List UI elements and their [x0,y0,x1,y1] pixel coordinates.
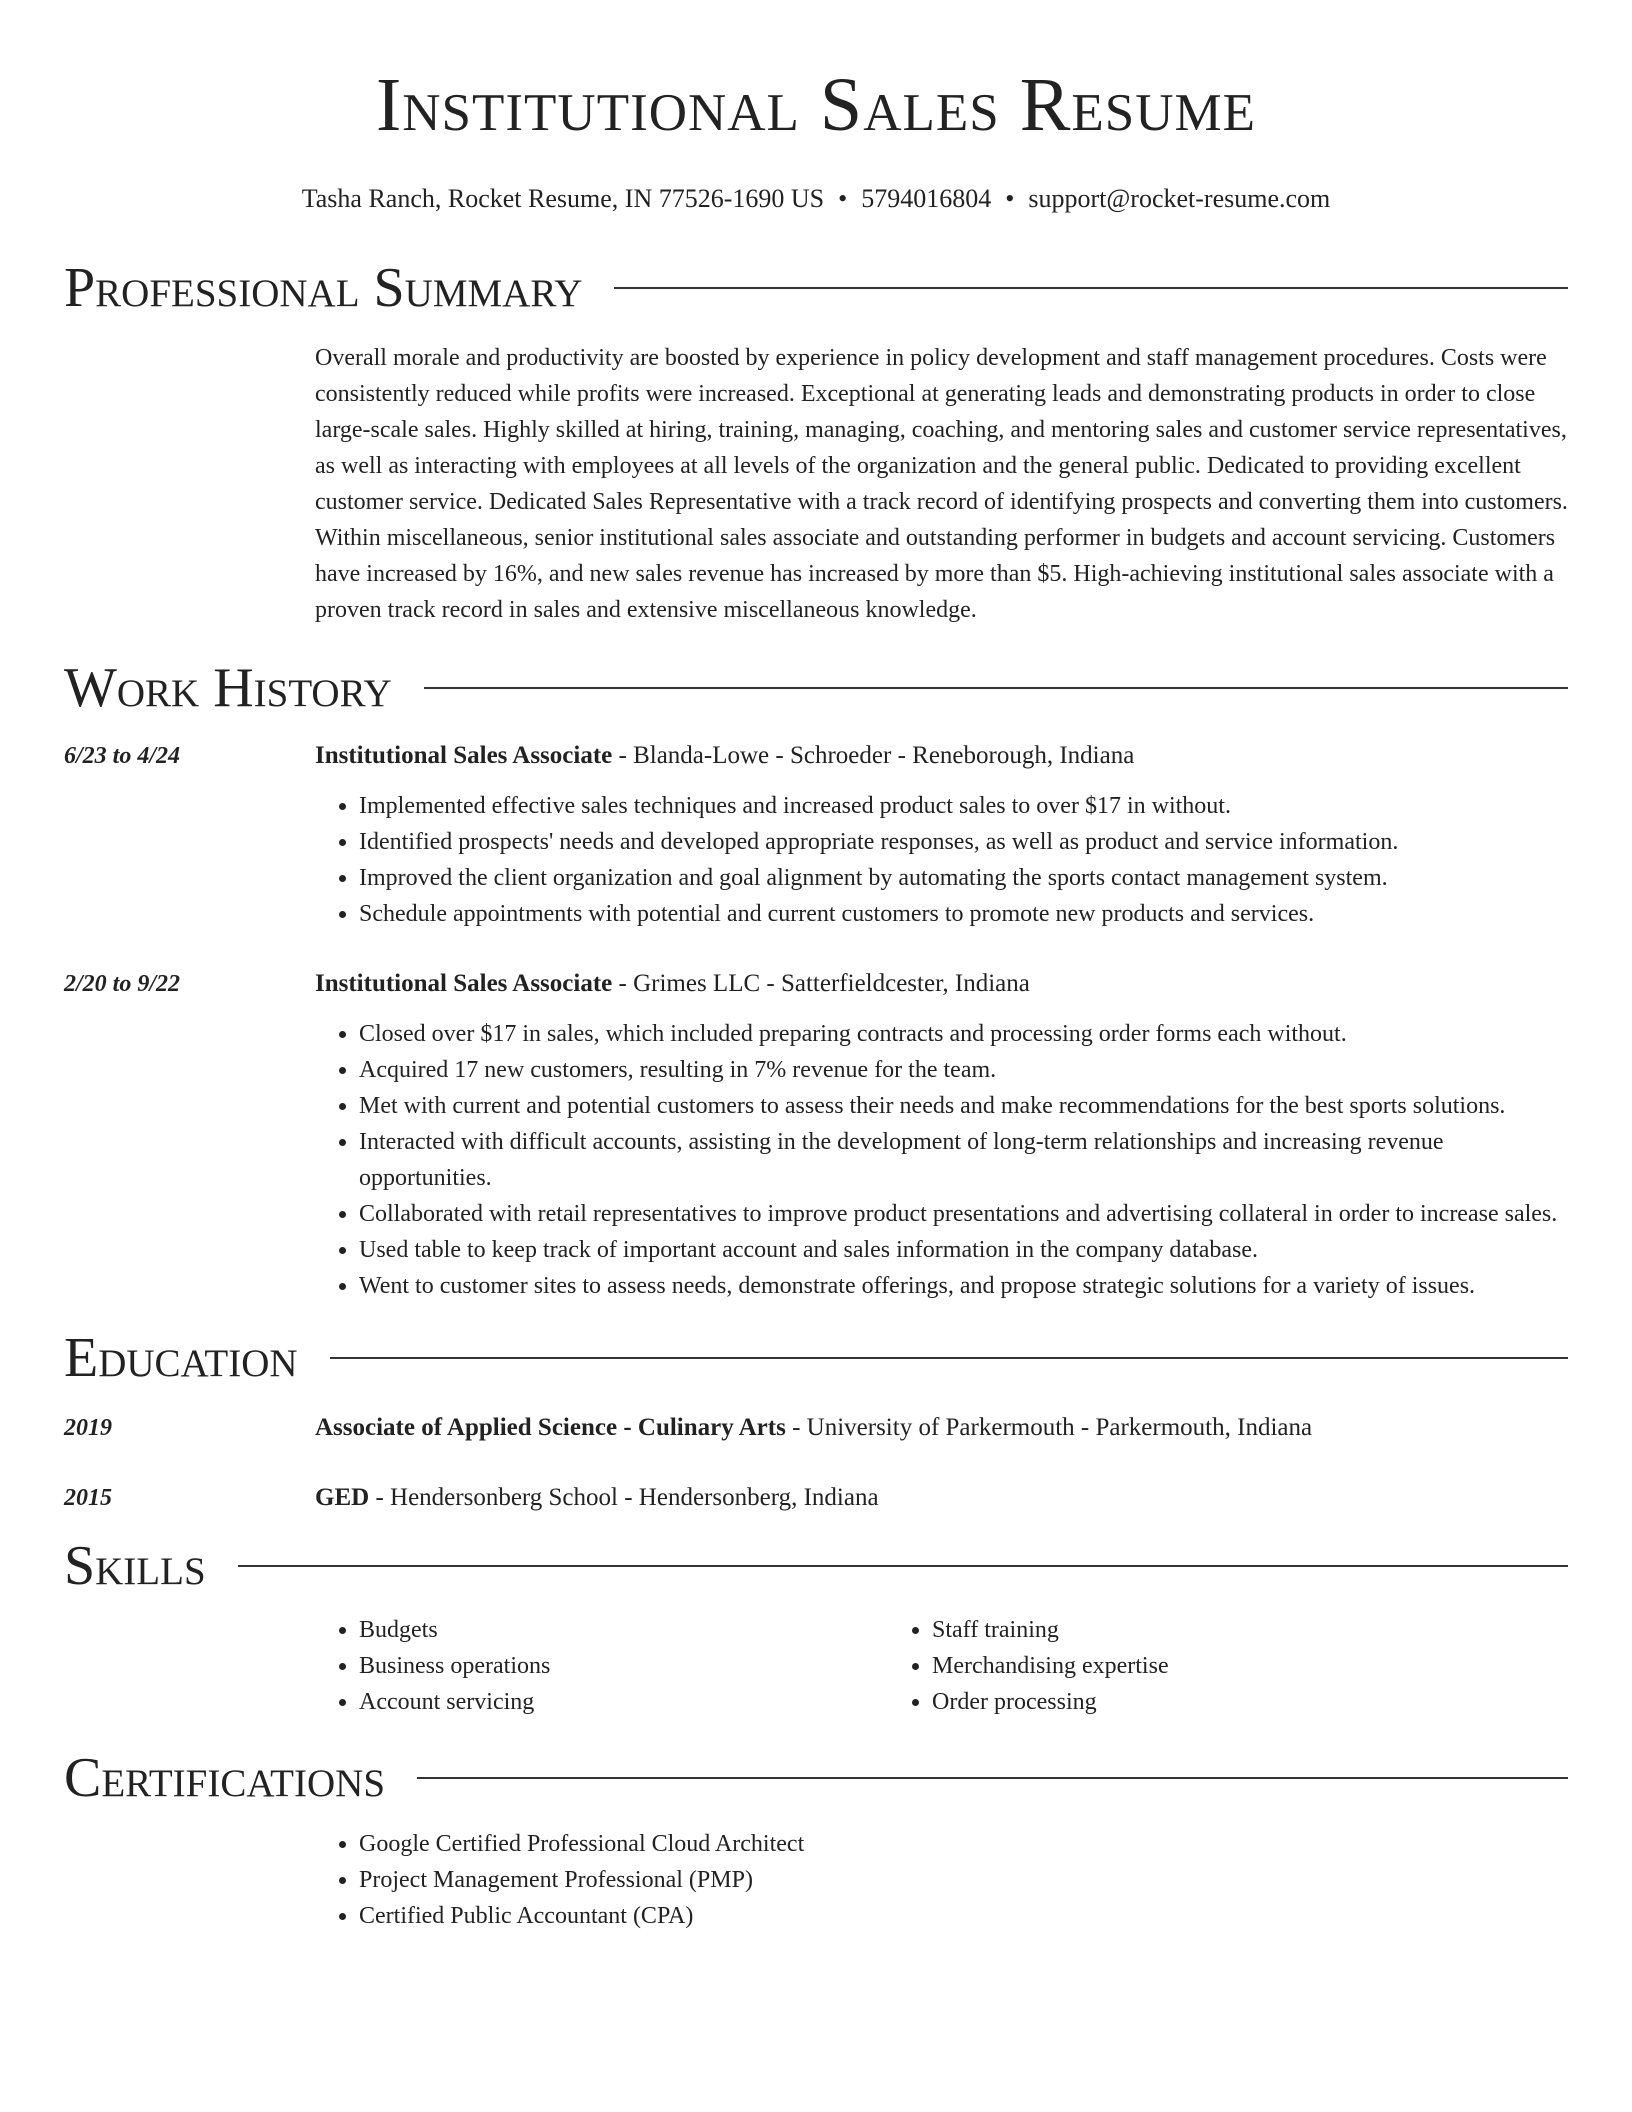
education-degree: GED [315,1484,370,1511]
section-divider [417,1777,1568,1779]
skills-list [315,1612,1568,1720]
certifications-list [315,1826,1568,1934]
job-bullets [315,788,1568,932]
certification-item: • Google Certified Professional Cloud Architect [359,1826,1568,1862]
education-year: 2015 [64,1485,112,1511]
skills-column-left [315,1612,888,1720]
job-bullet: • Collaborated with retail representatives to improve product presentations and advertising collateral in order to increase sales. [359,1196,1568,1232]
summary-text: Overall morale and productivity are boosted by experience in policy development and staff management procedures. Costs were consistently reduced while profits were increased. Exceptional at generating leads and demonstrating products in order to close large-scale sales. Highly skilled at hiring, training, managing, coaching, and mentoring sales and customer service representatives, as well as interacting with employees at all levels of the organization and the general public. Dedicated to providing excellent customer service. Dedicated Sales Representative with a track record of identifying prospects and converting them into customers. Within miscellaneous, senior institutional sales associate and outstanding performer in budgets and account servicing. Customers have increased by 16%, and new sales revenue has increased by more than $5. High-achieving institutional sales associate with a proven track record in sales and extensive miscellaneous knowledge. [315,345,1568,623]
job-dates: 6/23 to 4/24 [64,743,181,769]
work-heading: Work History [64,657,392,719]
resume-title: Institutional Sales Resume [375,63,1257,147]
education-details: - Hendersonberg School - Hendersonberg, Indiana [369,1484,879,1511]
section-divider [330,1357,1568,1359]
contact-phone: 5794016804 [861,184,992,213]
job-bullet: • Implemented effective sales techniques and increased product sales to over $17 in without. [359,788,1568,824]
job-dates: 2/20 to 9/22 [64,971,181,997]
job-bullet: • Went to customer sites to assess needs, demonstrate offerings, and propose strategic solutions for a variety of issues. [359,1268,1568,1304]
summary-section-header [64,256,1568,320]
work-section-header [64,656,1568,720]
education-line [315,1410,1568,1446]
certifications-heading: Certifications [64,1747,386,1809]
skills-heading: Skills [64,1535,206,1597]
job-bullet: • Schedule appointments with potential and current customers to promote new products and services. [359,896,1568,932]
contact-email: support@rocket-resume.com [1028,184,1331,213]
education-heading: Education [64,1327,298,1389]
contact-separator: • [838,184,848,213]
education-section-header [64,1326,1568,1390]
contact-line [64,184,1568,214]
education-entry [64,1480,1568,1516]
section-divider [238,1565,1568,1567]
education-line [315,1480,1568,1516]
job-bullet: • Acquired 17 new customers, resulting in 7% revenue for the team. [359,1052,1568,1088]
skill-item: • Budgets [359,1612,888,1648]
education-year: 2019 [64,1415,112,1441]
skill-item: • Merchandising expertise [932,1648,1461,1684]
certifications-section-header [64,1746,1568,1810]
job-details: - Grimes LLC - Satterfieldcester, Indiana [612,970,1030,997]
section-divider [424,687,1568,689]
job-title: Institutional Sales Associate [315,970,613,997]
job-title-line [315,738,1568,774]
contact-address: Tasha Ranch, Rocket Resume, IN 77526-1690 US [301,184,825,213]
certification-item: • Certified Public Accountant (CPA) [359,1898,1568,1934]
job-entry [64,738,1568,932]
job-title-line [315,966,1568,1002]
section-divider [614,287,1568,289]
education-entry [64,1410,1568,1446]
job-bullet: • Improved the client organization and goal alignment by automating the sports contact management system. [359,860,1568,896]
job-bullet: • Closed over $17 in sales, which included preparing contracts and processing order forms each without. [359,1016,1568,1052]
job-bullet: • Interacted with difficult accounts, assisting in the development of long-term relationships and increasing revenue opportunities. [359,1124,1568,1196]
job-bullets [315,1016,1568,1304]
job-entry [64,966,1568,1304]
education-details: - University of Parkermouth - Parkermouth, Indiana [785,1414,1313,1441]
job-title: Institutional Sales Associate [315,742,613,769]
skill-item: • Business operations [359,1648,888,1684]
job-bullet: • Met with current and potential customers to assess their needs and make recommendations for the best sports solutions. [359,1088,1568,1124]
skill-item: • Account servicing [359,1684,888,1720]
job-bullet: • Used table to keep track of important account and sales information in the company database. [359,1232,1568,1268]
job-details: - Blanda-Lowe - Schroeder - Reneborough, Indiana [612,742,1135,769]
contact-separator: • [1005,184,1015,213]
skill-item: • Order processing [932,1684,1461,1720]
summary-heading: Professional Summary [64,257,583,319]
skills-column-right [888,1612,1461,1720]
skill-item: • Staff training [932,1612,1461,1648]
education-degree: Associate of Applied Science - Culinary Arts [315,1414,786,1441]
certification-item: • Project Management Professional (PMP) [359,1862,1568,1898]
job-bullet: • Identified prospects' needs and developed appropriate responses, as well as product and service information. [359,824,1568,860]
skills-section-header [64,1534,1568,1598]
